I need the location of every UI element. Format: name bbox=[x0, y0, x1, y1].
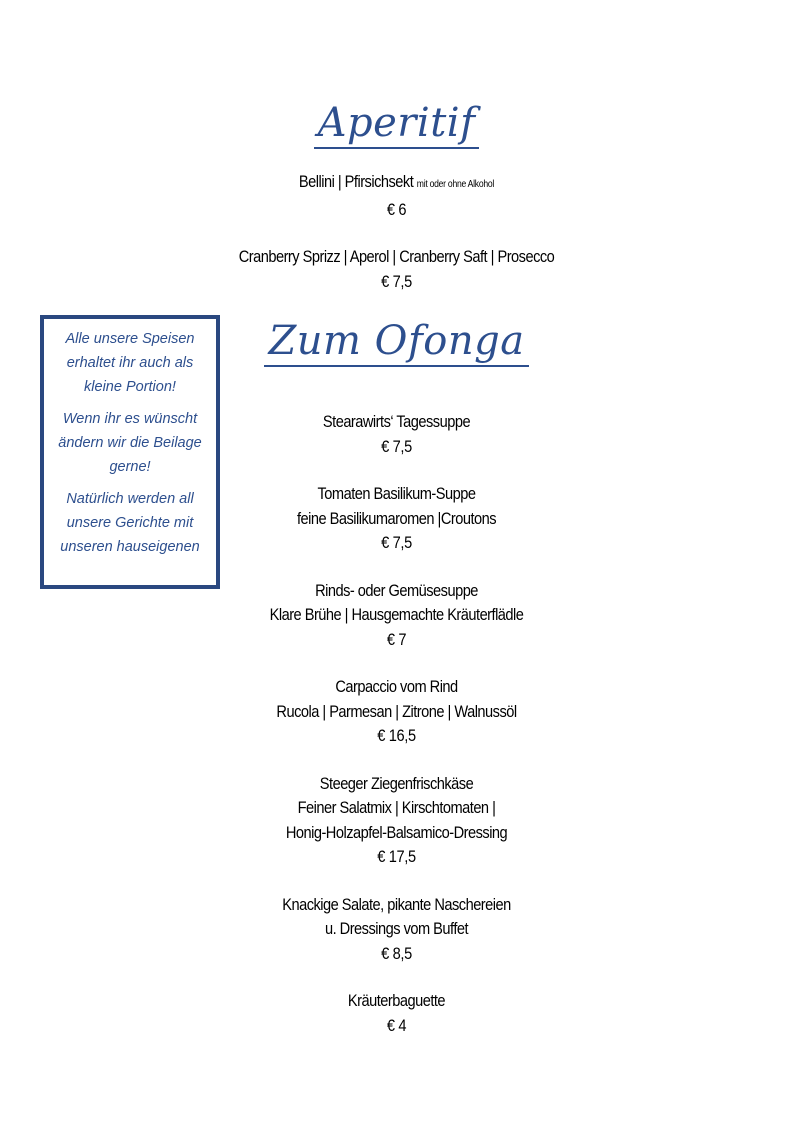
item-name: Bellini | Pfirsichsekt mit oder ohne Alkohol bbox=[298, 172, 495, 191]
item-description: u. Dressings vom Buffet bbox=[324, 919, 469, 938]
info-text: Natürlich werden all unsere Gerichte mit unseren hauseigenen bbox=[60, 491, 200, 555]
item-price: € 6 bbox=[386, 199, 407, 219]
item-name: Carpaccio vom Rind bbox=[335, 677, 458, 696]
section-title-zum-ofonga: Zum Ofonga bbox=[0, 318, 793, 367]
item-description: Klare Brühe | Hausgemachte Kräuterflädle bbox=[269, 605, 524, 624]
info-box bbox=[40, 315, 220, 589]
menu-item bbox=[0, 675, 793, 749]
item-name: Stearawirts‘ Tagessuppe bbox=[322, 412, 471, 431]
item-description: feine Basilikumaromen |Croutons bbox=[296, 508, 497, 528]
item-name: Knackige Salate, pikante Naschereien bbox=[282, 894, 511, 914]
item-price: € 7 bbox=[386, 629, 407, 649]
item-price: € 17,5 bbox=[377, 847, 416, 866]
aperitif-list bbox=[0, 170, 793, 317]
item-name: Cranberry Sprizz | Aperol | Cranberry Saft | Prosecco bbox=[238, 247, 555, 266]
menu-item bbox=[0, 772, 793, 870]
menu-item bbox=[0, 893, 793, 967]
item-name: Kräuterbaguette bbox=[347, 991, 446, 1010]
section-title-aperitif: Aperitif bbox=[0, 100, 793, 149]
info-text: Wenn ihr es wünscht ändern wir die Beilage gerne! bbox=[58, 411, 202, 475]
item-price: € 7,5 bbox=[381, 271, 412, 291]
item-description: Rucola | Parmesan | Zitrone | Walnussöl bbox=[276, 701, 517, 721]
item-price: € 8,5 bbox=[381, 943, 412, 963]
menu-item bbox=[0, 170, 793, 222]
item-name: Rinds- oder Gemüsesuppe bbox=[315, 580, 478, 600]
item-price: € 4 bbox=[386, 1015, 407, 1035]
item-description: Feiner Salatmix | Kirschtomaten | bbox=[297, 798, 496, 817]
menu-item bbox=[0, 989, 793, 1038]
menu-item bbox=[0, 245, 793, 294]
item-description: Honig-Holzapfel-Balsamico-Dressing bbox=[285, 822, 508, 842]
item-price: € 7,5 bbox=[381, 533, 412, 552]
menu-item bbox=[0, 579, 793, 653]
item-note: mit oder ohne Alkohol bbox=[416, 179, 495, 190]
info-text: Alle unsere Speisen erhaltet ihr auch als kleine Portion! bbox=[65, 331, 195, 395]
item-name: Steeger Ziegenfrischkäse bbox=[319, 773, 474, 793]
item-name: Tomaten Basilikum-Suppe bbox=[317, 484, 476, 503]
item-price: € 7,5 bbox=[381, 436, 412, 456]
item-price: € 16,5 bbox=[377, 726, 416, 745]
